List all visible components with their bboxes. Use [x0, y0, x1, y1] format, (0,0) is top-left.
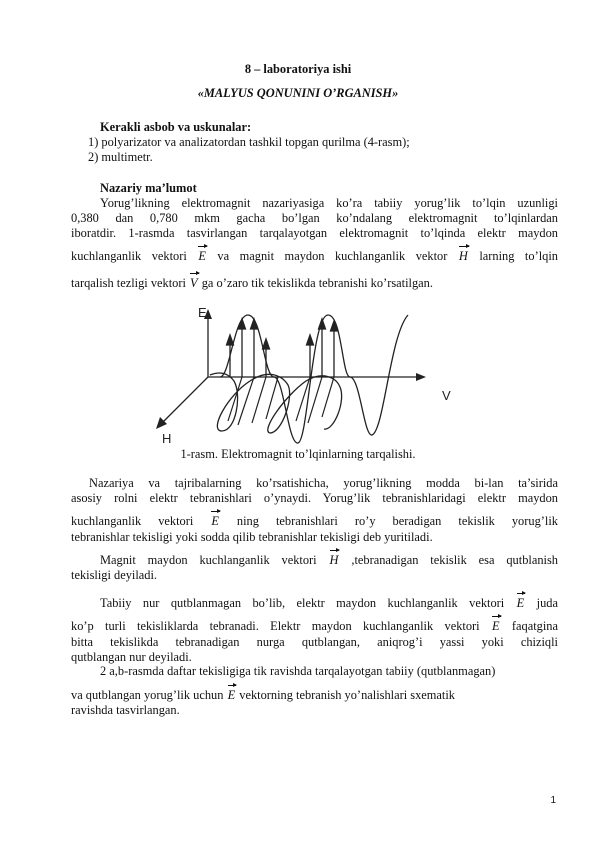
body-p2-line-2: asosiy rolni elektr tebranishlari o’ynaydi. Yorug’lik tebranishlaridagi elektr maydon: [71, 491, 558, 505]
body-p2-line-3: kuchlanganlik vektori E ning tebranishlari ro’y beradigan tekislik yorug’lik: [71, 514, 558, 528]
h-axis-label: H: [162, 431, 172, 446]
page-title: «MALYUS QONUNINI O’RGANISH»: [197, 86, 399, 100]
theory-line-1: Yorug’likning elektromagnit nazariyasiga ko’ra tabiiy yorug’lik to’lqin uzunligi: [100, 196, 558, 210]
equipment-item-1: 1) polyarizator va analizatordan tashkil topgan qurilma (4-rasm);: [88, 135, 410, 149]
vector-h: H: [458, 249, 468, 263]
h-wave: [210, 373, 342, 433]
body-p4-line-3: bitta tekislikda tebranadigan nurga qutblangan, aniqrog’i yassi yoki chiziqli: [71, 635, 558, 649]
figure-caption: 1-rasm. Elektromagnit to’lqinlarning tarqalishi.: [180, 447, 416, 461]
theory-heading: Nazariy ma’lumot: [100, 181, 197, 195]
lab-number: 8 – laboratoriya ishi: [244, 62, 352, 76]
em-wave-figure: [150, 305, 460, 450]
page-number: 1: [550, 795, 556, 806]
body-p4-line-4: qutblangan nur deyiladi.: [71, 650, 192, 664]
theory-line-4: kuchlanganlik vektori E va magnit maydon kuchlanganlik vektor H larning to’lqin: [71, 249, 558, 263]
theory-line-5: tarqalish tezligi vektori V ga o’zaro tik tekislikda tebranishi ko’rsatilgan.: [71, 276, 433, 290]
body-p3-line-1: Magnit maydon kuchlanganlik vektori H ,tebranadigan tekislik esa qutblanish: [100, 553, 558, 567]
body-p3-line-2: tekisligi deyiladi.: [71, 568, 158, 582]
equipment-heading: Kerakli asbob va uskunalar:: [100, 120, 252, 134]
body-p5-line-1: 2 a,b-rasmda daftar tekisligiga tik ravishda tarqalayotgan tabiiy (qutblanmagan): [100, 664, 496, 678]
body-p4-line-2: ko’p turli tekisliklarda tebranadi. Elektr maydon kuchlanganlik vektori E faqatgina: [71, 619, 558, 633]
e-wave: [220, 315, 408, 443]
e-axis-label: E: [198, 305, 207, 320]
body-p2-line-4: tebranishlar tekisligi yoki sodda qilib tebranishlar tekisligi deb yuritiladi.: [71, 530, 433, 544]
equipment-item-2: 2) multimetr.: [88, 150, 153, 164]
body-p2-line-1: Nazariya va tajribalarning ko’rsatishicha, yorug’likning modda bi-lan ta’sirida: [89, 476, 558, 490]
body-p5-line-3: ravishda tasvirlangan.: [71, 703, 180, 717]
h-axis: [162, 377, 208, 423]
vector-e: E: [198, 249, 206, 263]
theory-line-2: 0,380 dan 0,780 mkm gacha bo’lgan ko’ndalang elektromagnit to’lqinlardan: [71, 211, 558, 225]
body-p4-line-1: Tabiiy nur qutblanmagan bo’lib, elektr maydon kuchlanganlik vektori E juda: [100, 596, 558, 610]
body-p5-line-2: va qutblangan yorug’lik uchun E vektorning tebranish yo’nalishlari sxematik: [71, 688, 456, 702]
vector-v: V: [190, 276, 198, 290]
theory-line-3: iboratdir. 1-rasmda tasvirlangan tarqalayotgan elektromagnit to’lqinda elektr maydon: [71, 226, 558, 240]
v-axis-label: V: [442, 388, 451, 403]
